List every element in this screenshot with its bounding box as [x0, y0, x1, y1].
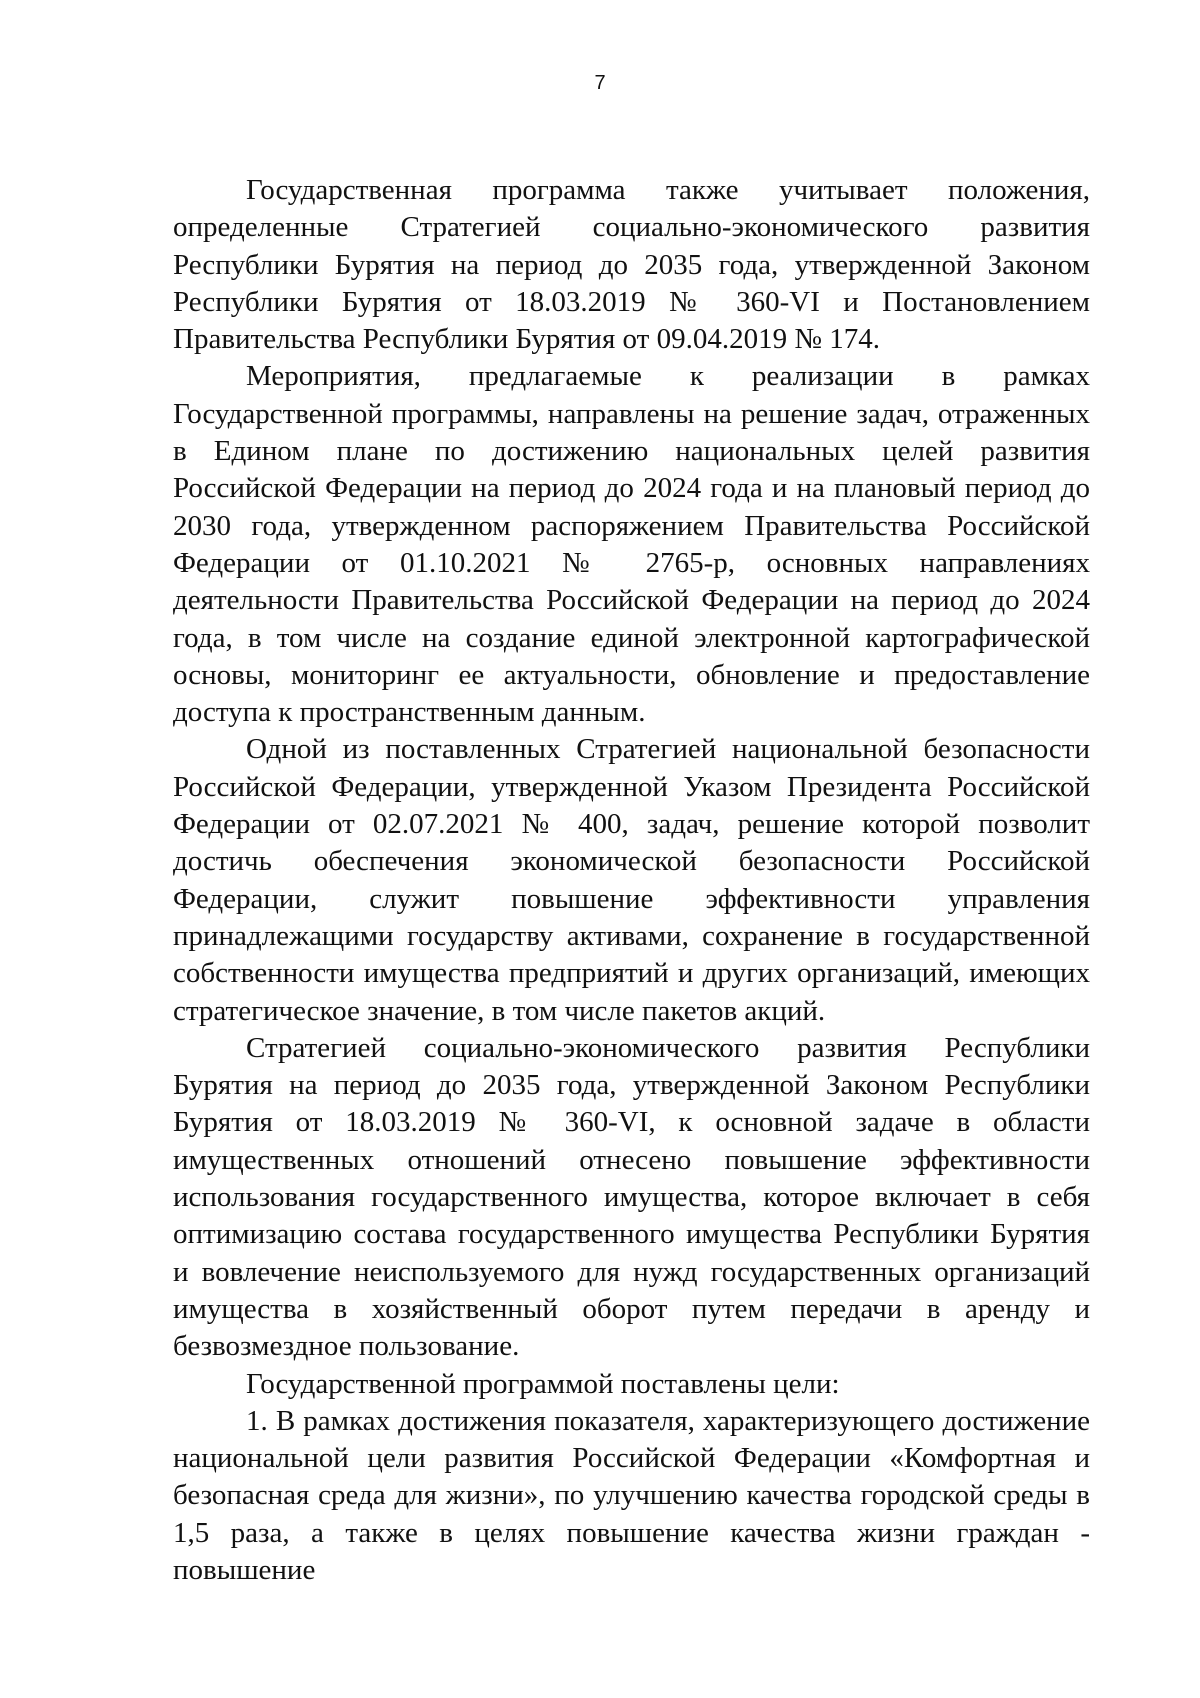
paragraph-national-security: Одной из поставленных Стратегией национальной безопасности Российской Федерации, утвержденной Указом Президента Российской Федерации от 02.07.2021 № 400, задач, решение которой позволит достичь обеспечения экономической безопасности Российской Федерации, служит повышение эффективности управления принадлежащими государству активами, сохранение в государственной собственности имущества предприятий и других организаций, имеющих стратегическое значение, в том числе пакетов акций.	[173, 733, 1090, 1027]
paragraph-program-strategy: Государственная программа также учитывает положения, определенные Стратегией социально-экономического развития Республики Бурятия на период до 2035 года, утвержденной Законом Республики Бурятия от 18.03.2019 № 360-VI и Постановлением Правительства Республики Бурятия от 09.04.2019 № 174.	[173, 174, 1090, 356]
document-body	[173, 172, 1090, 1589]
paragraph-measures: Мероприятия, предлагаемые к реализации в рамках Государственной программы, направлены на решение задач, отраженных в Едином плане по достижению национальных целей развития Российской Федерации на период до 2024 года и на плановый период до 2030 года, утвержденном распоряжением Правительства Российской Федерации от 01.10.2021 № 2765-р, основных направлениях деятельности Правительства Российской Федерации на период до 2024 года, в том числе на создание единой электронной картографической основы, мониторинг ее актуальности, обновление и предоставление доступа к пространственным данным.	[173, 360, 1090, 729]
page-number: 7	[594, 72, 606, 94]
paragraph-goals-heading: Государственной программой поставлены цели:	[246, 1367, 840, 1400]
paragraph-property-relations: Стратегией социально-экономического развития Республики Бурятия на период до 2035 года, утвержденной Законом Республики Бурятия от 18.03.2019 № 360-VI, к основной задаче в области имущественных отношений отнесено повышение эффективности использования государственного имущества, которое включает в себя оптимизацию состава государственного имущества Республики Бурятия и вовлечение неиспользуемого для нужд государственных организаций имущества в хозяйственный оборот путем передачи в аренду и безвозмездное пользование.	[173, 1031, 1090, 1363]
paragraph-goal-1: 1. В рамках достижения показателя, характеризующего достижение национальной цели развития Российской Федерации «Комфортная и безопасная среда для жизни», по улучшению качества городской среды в 1,5 раза, а также в целях повышение качества жизни граждан - повышение	[173, 1404, 1090, 1586]
